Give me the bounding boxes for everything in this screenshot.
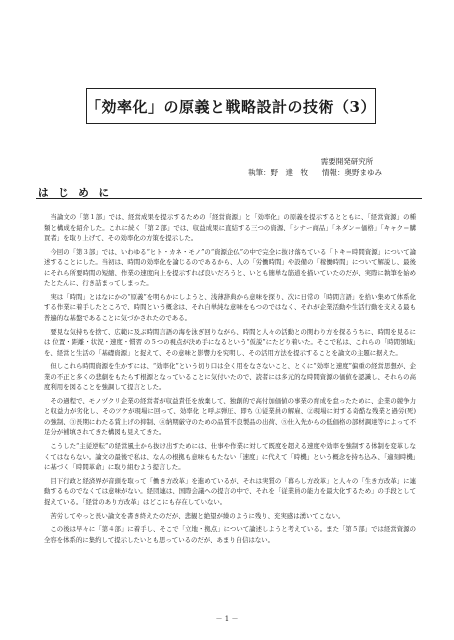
section-heading: は じ め に [38,187,112,199]
body-text [44,212,416,548]
paragraph: 目下行政と経済界が音頭を取って「働き方改革」を進めているが、それは実質の「暮らし方改革」と人々の「生き方改革」に連動するものでなくては意味がない。経団連は、国際会議への提言の中で、それを「従業員の能力を最大化するため」の手段として捉えている。「経営のあり方改革」はどこにも存在していない。 [44,476,416,506]
author-writer: 執筆：野 達 牧 [248,168,308,177]
author-line [248,167,418,178]
paragraph: こうした“主従逆転”の経営風土から抜け出すためには、仕事や作業に対して既度を超える速度や効率を強制する体制を変革しなくてはならない。論文の最後で私は、なんの根拠も意味ももたない「速度」に代えて「時機」という概念を持ち込み、「適刻時機」に基づく「時間革命」に取り組むよう提言した。 [44,442,416,472]
paragraph: その過程で、モノヅクリ企業の経営者が収益責任を放棄して、独創的で高付加価値の事業の育成を怠ったために、企業の競争力と収益力が劣化し、そのツケが現場に回って、効率化 と呼ぶ弾圧、即ち ①従業員の解雇、②現場に対する奇酷な残業と過労(死)の強制、③長期にわたる賃上げの抑制、④納期厳守のための品質不良製品の出荷、⑤仕入先からの低価格の部材調達等によって不足分が補填されてきた構図も見えてきた。 [44,396,416,437]
paragraph: この後は早々に「第４部」に着手し、そこで「立地・拠点」について論述しようと考えている。また「第５部」では経営資源の全容を体系的に集約して提示したいとも思っているのだが、あまり自信はない。 [44,525,416,544]
page-number: － 1 － [215,615,239,623]
paragraph: 苦労してやっと長い論文を書き終えたのだが、悲観と絶望が繰のように残り、充実感は湧いてこない。 [50,511,345,520]
author-info: 情報：奥野まゆみ [322,168,382,177]
paragraph: 但しこれら時間資源を生かすには、“効率化”という切り口は全く用をなさないこと、とくに“効率と速度”偏重の経営思想が、企業の不正と多くの悲劇をもたらす根源となっていることに気付いたので、読者には多元的な時間資源の価値を認識し、それらの高度利用を図ることを強調して提言とした。 [44,362,416,392]
affiliation: 需要開発研究所 [320,157,374,166]
page-title: 「効率化」の原義と戦略設計の技術（3） [86,88,376,124]
paragraph: 当論文の「第１部」では、経営成果を提示するための「経営資源」と「効率化」の原義を提示するとともに、「経営資源」の種類と構成を紹介した。これに続く「第２部」では、収益成果に直結する三つの資源、「シナー商品」「ネダン＝価格」「キャク＝購買者」を取り上げて、その効率化の方策を提示した。 [44,213,416,242]
paragraph: 実は「時間」とはなにかの“原義”を明らかにしようと、浅薄辞典から意味を探り、次に日常の「時間言語」を拾い集めて体系化する作業に着手したところで、時間という概念は、それ自単純な意味をもつのではなく、それが企業活動や生活行動を支える最も普遍的な基盤であることに気づかされたのである。 [44,292,416,322]
paragraph: 要見な気持ちを捨て、広範に及ぶ時間言語の海を泳ぎ回りながら、時間と人々の活動との関わり方を探るうちに、時間を見るには 位置・距離・状況・速度・慣習 の５つの視点が決め手になるという“仮説”にたどり着いた。そこで私は、これらの「時間領域」を、経営と生活の「基礎資源」と捉えて、その意味と影響力を究明し、その活用方法を提示することを論文の主題に据えた。 [44,327,416,357]
paragraph: 今回の「第３部」では、いわゆる“ヒト・カネ・モノ”の“資源企仏”の中で完全に抜け落ちている「トキ＝時間資源」について論述することにした。当初は、時間の効率化を論じるのであるから、人の「労働時間」や設備の「稼働時間」について解説し、最後にそれら所要時間の短縮、作業の速度向上を提示すれば良いだろうと、いとも簡単な筋道を描いていたのだが、実際に執筆を始めたとたんに、行き詰まってしまった。 [44,247,416,288]
section-divider [36,198,422,199]
